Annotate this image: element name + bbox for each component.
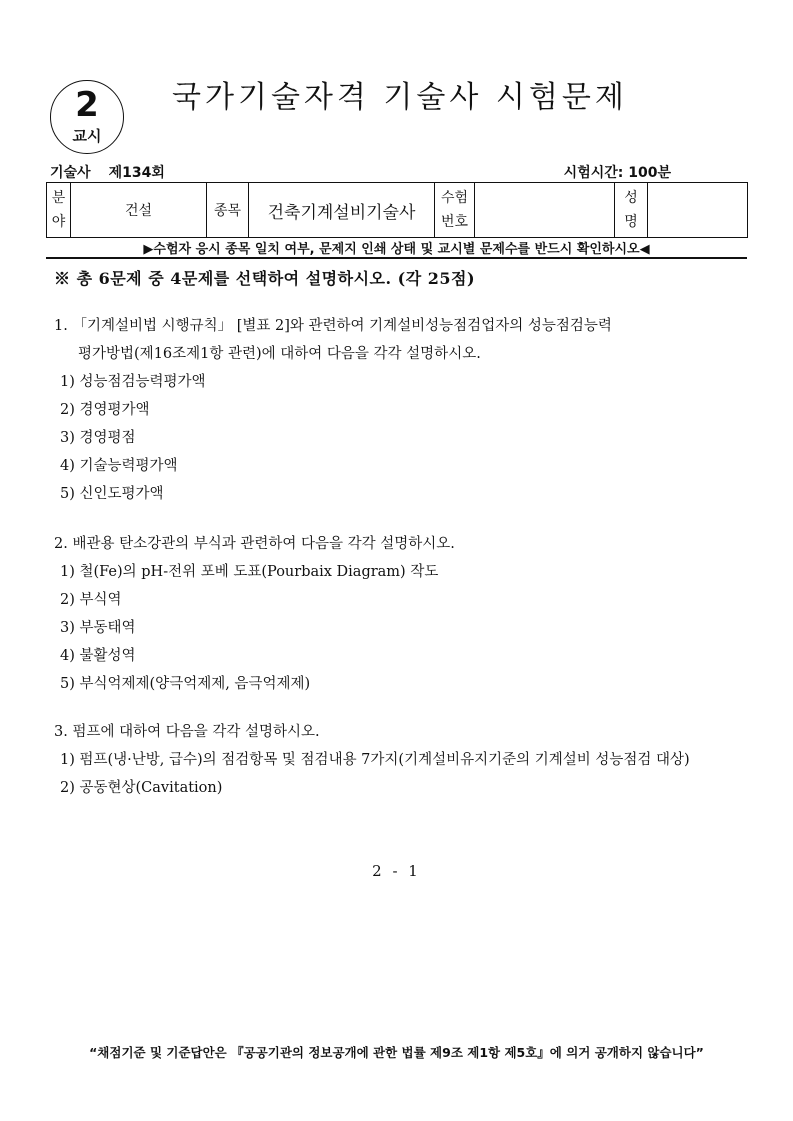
exam-round <box>50 162 165 182</box>
list-item: 1) 성능점검능력평가액 <box>60 374 206 390</box>
exam-type: 기술사 <box>50 165 91 181</box>
category-value: 건축기계설비기술사 <box>249 183 435 238</box>
question-3-title: 3. 펌프에 대하여 다음을 각각 설명하시오. <box>54 724 320 740</box>
list-item: 3) 부동태역 <box>60 620 136 636</box>
question-2 <box>54 530 747 698</box>
instruction: ※ 총 6문제 중 4문제를 선택하여 설명하시오. (각 25점) <box>54 269 476 288</box>
session-label: 교시 <box>72 127 102 145</box>
exam-number-field[interactable] <box>475 183 615 238</box>
page-number: 2 - 1 <box>372 862 421 880</box>
page-title: 국가기술자격 기술사 시험문제 <box>172 80 628 115</box>
list-item: 5) 부식억제제(양극억제제, 음극억제제) <box>60 676 311 692</box>
question-2-title: 2. 배관용 탄소강관의 부식과 관련하여 다음을 각각 설명하시오. <box>54 536 455 552</box>
list-item: 2) 경영평가액 <box>60 402 150 418</box>
list-item: 4) 기술능력평가액 <box>60 458 178 474</box>
question-3 <box>54 718 747 802</box>
question-1 <box>54 312 747 508</box>
session-number: 2 <box>75 85 99 125</box>
field-value: 건설 <box>71 183 207 238</box>
name-field[interactable] <box>648 183 748 238</box>
list-item: 2) 공동현상(Cavitation) <box>60 780 223 796</box>
list-item: 1) 철(Fe)의 pH-전위 포베 도표(Pourbaix Diagram) 작도 <box>60 564 439 580</box>
list-item: 2) 부식역 <box>60 592 122 608</box>
exam-time: 시험시간: 100분 <box>563 165 671 181</box>
check-notice: ▶수험자 응시 종목 일치 여부, 문제지 인쇄 상태 및 교시별 문제수를 반드시 확인하시오◀ <box>143 242 650 257</box>
footer-notice: “채점기준 및 기준답안은 『공공기관의 정보공개에 관한 법률 제9조 제1항 제5호』에 의거 공개하지 않습니다” <box>89 1045 704 1060</box>
field-label: 분 야 <box>47 183 71 238</box>
exam-info-table <box>46 182 748 238</box>
name-label: 성 명 <box>615 183 648 238</box>
session-badge <box>50 80 124 154</box>
list-item: 4) 불활성역 <box>60 648 136 664</box>
list-item: 5) 신인도평가액 <box>60 486 164 502</box>
question-1-title: 1. 「기계설비법 시행규칙」 [별표 2]와 관련하여 기계설비성능점검업자의 성능점검능력 평가방법(제16조제1항 관련)에 대하여 다음을 각각 설명하시오. <box>54 318 612 362</box>
list-item: 1) 펌프(냉·난방, 급수)의 점검항목 및 점검내용 7가지(기계설비유지기준의 기계설비 성능점검 대상) <box>60 752 690 768</box>
header-divider <box>46 257 747 259</box>
list-item: 3) 경영평점 <box>60 430 136 446</box>
exam-number-label: 수험 번호 <box>435 183 475 238</box>
exam-round-number: 제134회 <box>108 165 165 181</box>
category-label: 종목 <box>207 183 249 238</box>
